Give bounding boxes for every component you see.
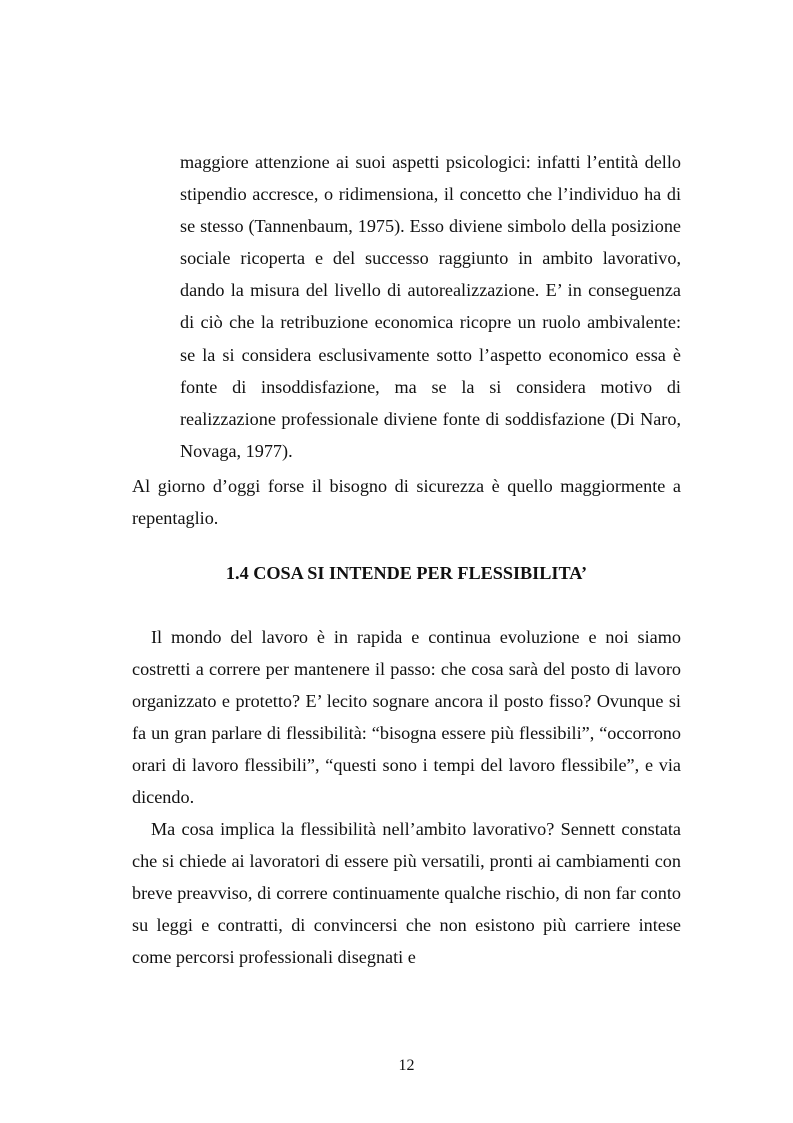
page-number: 12 — [398, 1057, 415, 1074]
paragraph-flexibility-implications: Ma cosa implica la flessibilità nell’ambito lavorativo? Sennett constata che si chiede ai lavoratori di essere più versatili, pronti ai cambiamenti con breve preavviso, di correre continuamente qualche rischio, di non far conto su leggi e contratti, di convincersi che non esistono più carriere intese come percorsi professionali disegnati e — [132, 819, 681, 968]
paragraph-security: Al giorno d’oggi forse il bisogno di sicurezza è quello maggiormente a repentaglio. — [132, 476, 681, 529]
section-heading: 1.4 COSA SI INTENDE PER FLESSIBILITA’ — [225, 563, 588, 583]
indented-quote-paragraph: maggiore attenzione ai suoi aspetti psicologici: infatti l’entità dello stipendio accresce, o ridimensiona, il concetto che l’individuo ha di se stesso (Tannenbaum, 1975). Esso diviene simbolo della posizione sociale ricoperta e del successo raggiunto in ambito lavorativo, dando la misura del livello di autorealizzazione. E’ in conseguenza di ciò che la retribuzione economica ricopre un ruolo ambivalente: se la si considera esclusivamente sotto l’aspetto economico essa è fonte di insoddisfazione, ma se la si considera motivo di realizzazione professionale diviene fonte di soddisfazione (Di Naro, Novaga, 1977). — [180, 152, 681, 461]
paragraph-world-of-work: Il mondo del lavoro è in rapida e continua evoluzione e noi siamo costretti a correre per mantenere il passo: che cosa sarà del posto di lavoro organizzato e protetto? E’ lecito sognare ancora il posto fisso? Ovunque si fa un gran parlare di flessibilità: “bisogna essere più flessibili”, “occorrono orari di lavoro flessibili”, “questi sono i tempi del lavoro flessibile”, e via dicendo. — [132, 627, 681, 808]
